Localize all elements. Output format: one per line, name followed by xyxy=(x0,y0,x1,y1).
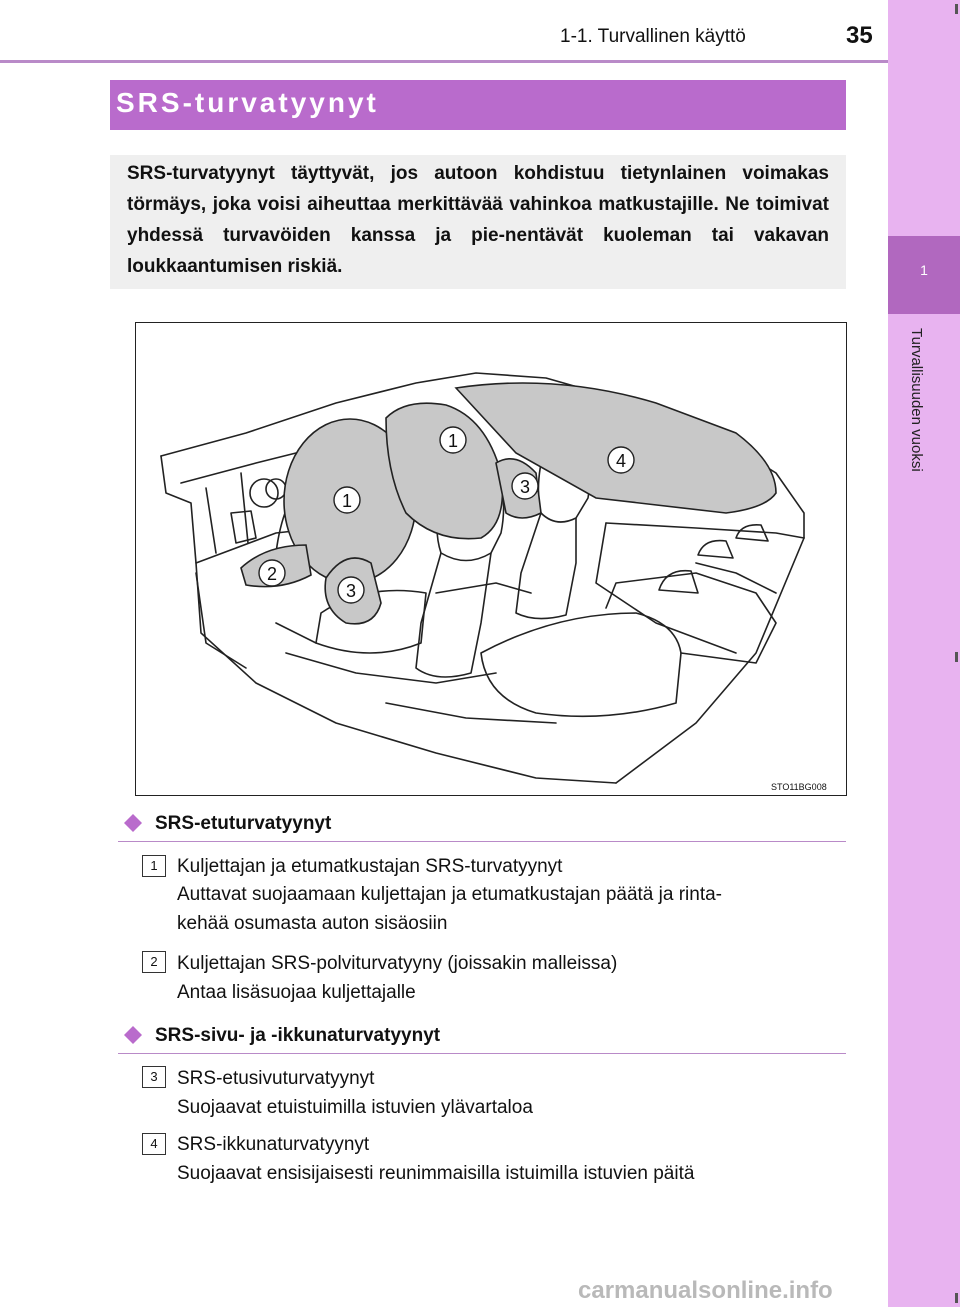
callout-4 xyxy=(608,447,634,473)
svg-text:1: 1 xyxy=(447,431,459,451)
figure-code: STO11BG008 xyxy=(771,782,827,792)
watermark: carmanualsonline.info xyxy=(578,1277,833,1304)
callout-1-passenger xyxy=(440,427,466,453)
page-number: 35 xyxy=(846,22,873,49)
callout-2 xyxy=(259,560,285,586)
section-rule xyxy=(118,1053,846,1054)
diamond-bullet-icon xyxy=(124,814,142,832)
svg-text:3: 3 xyxy=(345,581,357,601)
item-description: Suojaavat etuistuimilla istuvien ylävartaloa xyxy=(177,1097,533,1118)
item-description: Suojaavat ensisijaisesti reunimmaisilla istuimilla istuvien päitä xyxy=(177,1163,695,1184)
item-description: kehää osumasta auton sisäosiin xyxy=(177,913,448,934)
page-title: SRS-turvatyynyt xyxy=(116,87,379,118)
svg-text:1: 1 xyxy=(341,491,353,511)
side-tab xyxy=(888,0,960,1307)
airbag-illustration xyxy=(135,322,847,796)
svg-text:2: 2 xyxy=(266,564,278,584)
item-heading: Kuljettajan SRS-polviturvatyyny (joissakin malleissa) xyxy=(177,953,618,974)
item-number-badge: 2 xyxy=(142,951,166,973)
margin-tick xyxy=(955,4,958,14)
item-description: Antaa lisäsuojaa kuljettajalle xyxy=(177,982,416,1003)
svg-text:3: 3 xyxy=(519,477,531,497)
margin-tick xyxy=(955,1293,958,1303)
margin-tick xyxy=(955,652,958,662)
callout-3-driver xyxy=(338,577,364,603)
svg-text:4: 4 xyxy=(615,451,627,471)
item-heading: SRS-etusivuturvatyynyt xyxy=(177,1068,375,1089)
item-heading: SRS-ikkunaturvatyynyt xyxy=(177,1134,370,1155)
section-title-side-curtain-airbags: SRS-sivu- ja -ikkunaturvatyynyt xyxy=(155,1025,441,1046)
diamond-bullet-icon xyxy=(124,1026,142,1044)
item-heading: Kuljettajan ja etumatkustajan SRS-turvatyynyt xyxy=(177,856,563,877)
item-description: Auttavat suojaamaan kuljettajan ja etumatkustajan päätä ja rinta- xyxy=(177,884,722,905)
section-title-front-airbags: SRS-etuturvatyynyt xyxy=(155,813,332,834)
item-number-badge: 3 xyxy=(142,1066,166,1088)
section-rule xyxy=(118,841,846,842)
callout-3-passenger xyxy=(512,473,538,499)
header-section-title: 1-1. Turvallinen käyttö xyxy=(560,26,746,47)
side-tab-chapter-label: Turvallisuuden vuoksi xyxy=(908,328,925,472)
item-number-badge: 4 xyxy=(142,1133,166,1155)
intro-text: SRS-turvatyynyt täyttyvät, jos autoon kohdistuu tietynlainen voimakas törmäys, joka voisi aiheuttaa merkittävää vahinkoa matkustajille. Ne toimivat yhdessä turvavöiden kanssa ja pie-nentävät kuoleman tai vakavan loukkaantumisen riskiä. xyxy=(127,163,829,277)
callout-1-driver xyxy=(334,487,360,513)
car-interior-drawing xyxy=(136,323,846,795)
side-tab-chapter-number: 1 xyxy=(920,262,928,278)
item-number-badge: 1 xyxy=(142,855,166,877)
header-rule xyxy=(0,60,888,63)
